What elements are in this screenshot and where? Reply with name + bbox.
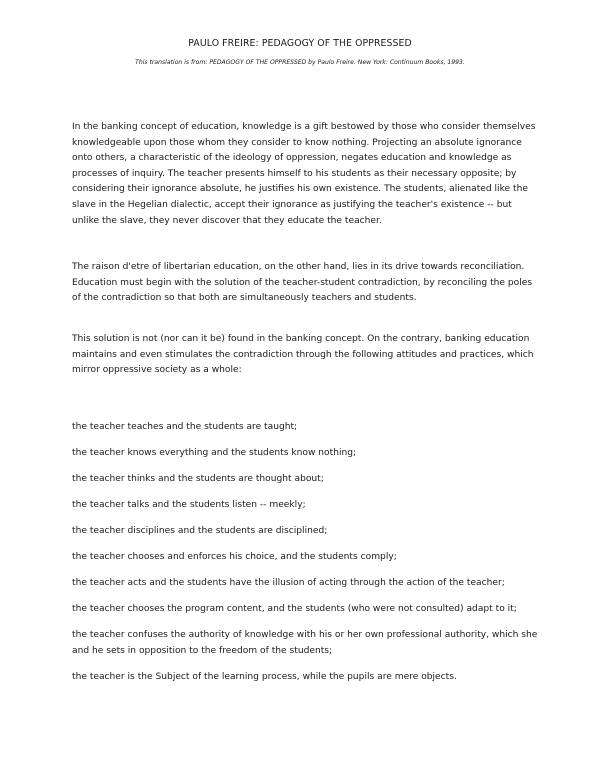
list-item: the teacher is the Subject of the learning process, while the pupils are mere objects. bbox=[72, 672, 457, 682]
source-citation: This translation is from: PEDAGOGY OF THE OPPRESSED by Paulo Freire. New York: Continuum Books, 1993. bbox=[135, 59, 465, 66]
paragraph-banking-concept: In the banking concept of education, knowledge is a gift bestowed by those who consider themselves knowledgeable upon those whom they consider to know nothing. Projecting an absolute ignorance onto others, a characteristic of the ideology of oppression, negates education and knowledge as processes of inquiry. The teacher presents himself to his students as their necessary opposite; by considering their ignorance absolute, he justifies his own existence. The students, alienated like the slave in the Hegelian dialectic, accept their ignorance as justifying the teacher's existence -- but unlike the slave, they never discover that they educate the teacher. bbox=[72, 122, 536, 226]
list-item: the teacher teaches and the students are taught; bbox=[72, 422, 298, 432]
list-item: the teacher chooses and enforces his choice, and the students comply; bbox=[72, 552, 397, 562]
list-item: the teacher talks and the students listen -- meekly; bbox=[72, 500, 306, 510]
paragraph-libertarian-education: The raison d'etre of libertarian education, on the other hand, lies in its drive towards reconciliation. Education must begin with the solution of the teacher-student contradiction, by reconciling the poles of the contradiction so that both are simultaneously teachers and students. bbox=[72, 262, 533, 304]
list-item: the teacher acts and the students have the illusion of acting through the action of the teacher; bbox=[72, 578, 505, 588]
list-item: the teacher thinks and the students are thought about; bbox=[72, 474, 324, 484]
list-item: the teacher confuses the authority of knowledge with his or her own professional authority, which she and he sets in opposition to the freedom of the students; bbox=[72, 630, 538, 656]
paragraph-banking-solution: This solution is not (nor can it be) found in the banking concept. On the contrary, banking education maintains and even stimulates the contradiction through the following attitudes and practices, which mirror oppressive society as a whole: bbox=[72, 334, 534, 376]
list-item: the teacher disciplines and the students are disciplined; bbox=[72, 526, 328, 536]
list-item: the teacher knows everything and the students know nothing; bbox=[72, 448, 357, 458]
list-item: the teacher chooses the program content, and the students (who were not consulted) adapt to it; bbox=[72, 604, 517, 614]
document-title: PAULO FREIRE: PEDAGOGY OF THE OPPRESSED bbox=[188, 38, 412, 49]
